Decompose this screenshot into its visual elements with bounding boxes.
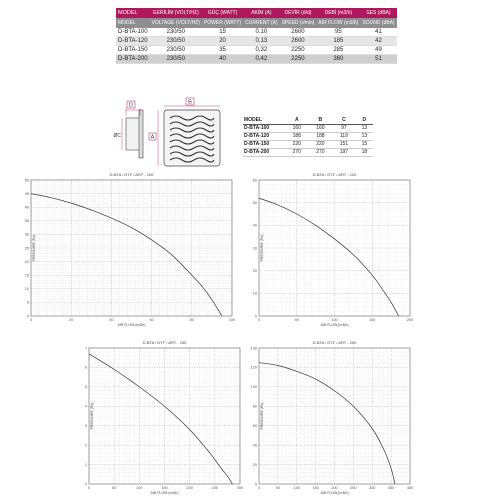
dims-header-row bbox=[243, 117, 373, 125]
x-tick-label: 60 bbox=[149, 318, 154, 322]
x-tick-label: 150 bbox=[312, 486, 319, 490]
x-axis-label: AIR FLOW (m3/h) bbox=[117, 323, 146, 327]
spec-header-cell: SOUND (dBA) bbox=[362, 20, 395, 26]
x-tick-label: 0 bbox=[87, 486, 91, 490]
y-tick-label: 20 bbox=[252, 268, 257, 273]
spec-header-cell: SPEED (r/min) bbox=[281, 20, 315, 26]
dims-cell: 270 bbox=[285, 149, 309, 157]
dims-row bbox=[243, 149, 373, 157]
x-tick-label: 100 bbox=[293, 486, 300, 490]
spec-row bbox=[116, 28, 397, 37]
y-tick-label: 1 bbox=[84, 462, 87, 467]
fan-drawing bbox=[113, 99, 238, 168]
x-tick-label: 200 bbox=[406, 318, 414, 322]
spec-cell: 0,42 bbox=[243, 55, 279, 64]
y-tick-label: 3 bbox=[84, 424, 87, 429]
dims-cell: 220 bbox=[309, 141, 333, 149]
spec-cell: D-BTA-150 bbox=[118, 47, 148, 53]
spec-cell: D-BTA-120 bbox=[118, 38, 148, 44]
y-axis-label: PRESSURE (Pa) bbox=[90, 402, 94, 430]
dims-cell: 18 bbox=[356, 149, 373, 157]
y-tick-label: 40 bbox=[24, 205, 29, 210]
dims-cell: 220 bbox=[285, 141, 309, 149]
spec-header-cell: AIR FLOW (m3/h) bbox=[318, 20, 359, 26]
spec-cell: 230/50 bbox=[150, 28, 202, 37]
y-tick-label: 140 bbox=[250, 346, 257, 351]
y-tick-label: 0 bbox=[254, 314, 257, 319]
y-tick-label: 60 bbox=[252, 178, 257, 183]
spec-header-cell: DEVİR (d/d) bbox=[280, 8, 317, 18]
spec-row bbox=[116, 46, 397, 55]
spec-header-cell: CURRENT (A) bbox=[245, 20, 278, 26]
spec-cell: 0,13 bbox=[243, 37, 279, 46]
spec-header-cell: GERİLİM (VOLT/HZ) bbox=[150, 8, 202, 18]
y-tick-label: 15 bbox=[24, 273, 29, 278]
chart-svg bbox=[250, 338, 420, 496]
y-axis-label: PRESSURE (Pa) bbox=[260, 234, 264, 262]
spec-header-cell: POWER (WATT) bbox=[203, 20, 242, 26]
chart-title: D-BTA / DTF / ART - 150 bbox=[142, 340, 187, 345]
spec-header-row-en bbox=[116, 18, 397, 28]
x-tick-label: 300 bbox=[236, 486, 244, 490]
y-tick-label: 30 bbox=[24, 232, 29, 237]
spec-header-cell: VOLTAGE (VOLT/HZ) bbox=[151, 20, 200, 26]
x-tick-label: 200 bbox=[186, 486, 193, 490]
spec-cell: D-BTA-100 bbox=[118, 29, 148, 35]
y-tick-label: 100 bbox=[250, 385, 257, 390]
spec-table bbox=[116, 8, 397, 64]
spec-header-cell: DEBİ (m3/h) bbox=[316, 8, 360, 18]
y-tick-label: 40 bbox=[252, 443, 257, 448]
spec-cell: 230/50 bbox=[150, 37, 202, 46]
dims-cell: 197 bbox=[332, 149, 356, 157]
dims-cell: 151 bbox=[332, 141, 356, 149]
y-tick-label: 120 bbox=[250, 365, 257, 370]
dims-cell: 13 bbox=[356, 133, 373, 141]
x-tick-label: 0 bbox=[29, 318, 33, 322]
y-axis-label: PRESSURE (Pa) bbox=[32, 234, 36, 262]
dimension-table bbox=[243, 117, 373, 157]
x-tick-label: 20 bbox=[69, 318, 74, 322]
x-tick-label: 40 bbox=[109, 318, 114, 322]
performance-curve bbox=[31, 194, 222, 316]
y-tick-label: 30 bbox=[252, 246, 257, 251]
spec-cell: 20 bbox=[202, 37, 243, 46]
spec-cell: 51 bbox=[360, 55, 396, 64]
dims-cell: 13 bbox=[356, 125, 373, 133]
y-tick-label: 0 bbox=[26, 314, 29, 319]
dims-cell: 270 bbox=[309, 149, 333, 157]
dims-header-cell: D bbox=[356, 117, 373, 125]
spec-cell: 49 bbox=[360, 46, 396, 55]
dims-cell: 119 bbox=[332, 133, 356, 141]
spec-header-cell: MODEL bbox=[116, 18, 150, 28]
spec-cell: 285 bbox=[316, 46, 360, 55]
spec-cell: 2600 bbox=[280, 28, 317, 37]
chart-bta-120 bbox=[250, 170, 420, 328]
x-tick-label: 80 bbox=[189, 318, 194, 322]
y-tick-label: 7 bbox=[84, 346, 87, 351]
spec-cell: 230/50 bbox=[150, 46, 202, 55]
x-tick-label: 50 bbox=[112, 486, 117, 490]
performance-curve bbox=[89, 354, 232, 484]
dims-row bbox=[243, 141, 373, 149]
chart-title: D-BTA / DTF / ART - 120 bbox=[312, 172, 357, 177]
spec-cell: 35 bbox=[202, 46, 243, 55]
fan-side-grille bbox=[139, 110, 143, 158]
dims-header-cell: C bbox=[332, 117, 356, 125]
spec-cell: 2600 bbox=[280, 37, 317, 46]
y-tick-label: 20 bbox=[252, 462, 257, 467]
dims-header-cell: MODEL bbox=[243, 117, 285, 125]
dims-cell: 15 bbox=[356, 141, 373, 149]
spec-cell: 42 bbox=[360, 37, 396, 46]
x-tick-label: 200 bbox=[331, 486, 338, 490]
spec-cell: 15 bbox=[202, 28, 243, 37]
spec-cell: 2250 bbox=[280, 46, 317, 55]
x-tick-label: 350 bbox=[387, 486, 395, 490]
y-tick-label: 5 bbox=[84, 385, 87, 390]
spec-header-cell: GÜÇ (WATT) bbox=[202, 8, 243, 18]
x-tick-label: 100 bbox=[331, 318, 338, 322]
x-tick-label: 150 bbox=[369, 318, 376, 322]
y-tick-label: 60 bbox=[252, 424, 257, 429]
x-axis-label: AIR FLOW (m3/h) bbox=[320, 323, 349, 327]
spec-cell: D-BTA-200 bbox=[118, 56, 148, 62]
y-tick-label: 0 bbox=[84, 482, 87, 487]
chart-bta-150 bbox=[80, 338, 250, 496]
y-tick-label: 20 bbox=[24, 259, 29, 264]
dims-row bbox=[243, 133, 373, 141]
dims-cell: D-BTA-200 bbox=[243, 149, 285, 157]
spec-header-cell: AKIM (A) bbox=[243, 8, 279, 18]
dims-header-cell: A bbox=[285, 117, 309, 125]
y-tick-label: 35 bbox=[24, 219, 29, 224]
y-tick-label: 25 bbox=[24, 246, 29, 251]
spec-cell: 95 bbox=[316, 28, 360, 37]
y-tick-label: 2 bbox=[84, 443, 87, 448]
chart-svg bbox=[22, 170, 242, 328]
spec-cell: 2250 bbox=[280, 55, 317, 64]
y-tick-label: 50 bbox=[24, 178, 29, 183]
dims-cell: 160 bbox=[285, 125, 309, 133]
dims-cell: D-BTA-120 bbox=[243, 133, 285, 141]
dim-d-label: D bbox=[129, 102, 133, 109]
spec-cell: 230/50 bbox=[150, 55, 202, 64]
x-axis-label: AIR FLOW (m3/h) bbox=[150, 491, 179, 495]
y-tick-label: 6 bbox=[84, 365, 87, 370]
y-tick-label: 0 bbox=[254, 482, 257, 487]
x-axis-label: AIR FLOW (m3/h) bbox=[320, 491, 349, 495]
x-tick-label: 100 bbox=[228, 318, 236, 322]
y-tick-label: 4 bbox=[84, 404, 87, 409]
dims-cell: 188 bbox=[285, 133, 309, 141]
chart-title: D-BTA / DTF / ART - 100 bbox=[109, 172, 154, 177]
spec-cell: 360 bbox=[316, 55, 360, 64]
spec-cell: 185 bbox=[316, 37, 360, 46]
x-tick-label: 250 bbox=[350, 486, 357, 490]
y-tick-label: 40 bbox=[252, 223, 257, 228]
y-tick-label: 50 bbox=[252, 200, 257, 205]
fan-side-body bbox=[126, 118, 140, 150]
y-tick-label: 10 bbox=[252, 291, 257, 296]
chart-svg bbox=[250, 170, 420, 328]
spec-cell: 40 bbox=[202, 55, 243, 64]
dim-a-label: A bbox=[150, 134, 155, 141]
dims-row bbox=[243, 125, 373, 133]
y-tick-label: 5 bbox=[26, 300, 29, 305]
x-tick-label: 300 bbox=[369, 486, 376, 490]
dims-header-cell: B bbox=[309, 117, 333, 125]
dims-cell: 97 bbox=[332, 125, 356, 133]
x-tick-label: 0 bbox=[257, 486, 261, 490]
x-tick-label: 400 bbox=[406, 486, 414, 490]
spec-header-cell: MODEL bbox=[116, 8, 150, 18]
chart-bta-100 bbox=[22, 170, 242, 328]
spec-row bbox=[116, 37, 397, 46]
chart-title: D-BTA / DTF / ART - 200 bbox=[312, 340, 357, 345]
spec-header-cell: SES (dBA) bbox=[360, 8, 396, 18]
chart-bta-200 bbox=[250, 338, 420, 496]
y-tick-label: 10 bbox=[24, 287, 29, 292]
dims-cell: D-BTA-150 bbox=[243, 141, 285, 149]
spec-header-row-tr bbox=[116, 8, 397, 18]
y-tick-label: 80 bbox=[252, 404, 257, 409]
dims-cell: 160 bbox=[309, 125, 333, 133]
x-tick-label: 0 bbox=[257, 318, 261, 322]
dims-cell: D-BTA-100 bbox=[243, 125, 285, 133]
x-tick-label: 250 bbox=[211, 486, 219, 490]
dim-b-label: B bbox=[188, 99, 192, 106]
dim-c-label: ØC bbox=[113, 133, 121, 139]
x-tick-label: 50 bbox=[294, 318, 299, 322]
spec-cell: 41 bbox=[360, 28, 396, 37]
y-axis-label: PRESSURE (Pa) bbox=[260, 402, 264, 430]
fan-dimension-diagram bbox=[113, 99, 238, 168]
spec-row bbox=[116, 55, 397, 64]
y-tick-label: 45 bbox=[24, 191, 29, 196]
spec-cell: 0,10 bbox=[243, 28, 279, 37]
dims-cell: 188 bbox=[309, 133, 333, 141]
chart-svg bbox=[80, 338, 250, 496]
x-tick-label: 100 bbox=[136, 486, 143, 490]
x-tick-label: 150 bbox=[161, 486, 168, 490]
x-tick-label: 50 bbox=[275, 486, 280, 490]
spec-cell: 0,32 bbox=[243, 46, 279, 55]
